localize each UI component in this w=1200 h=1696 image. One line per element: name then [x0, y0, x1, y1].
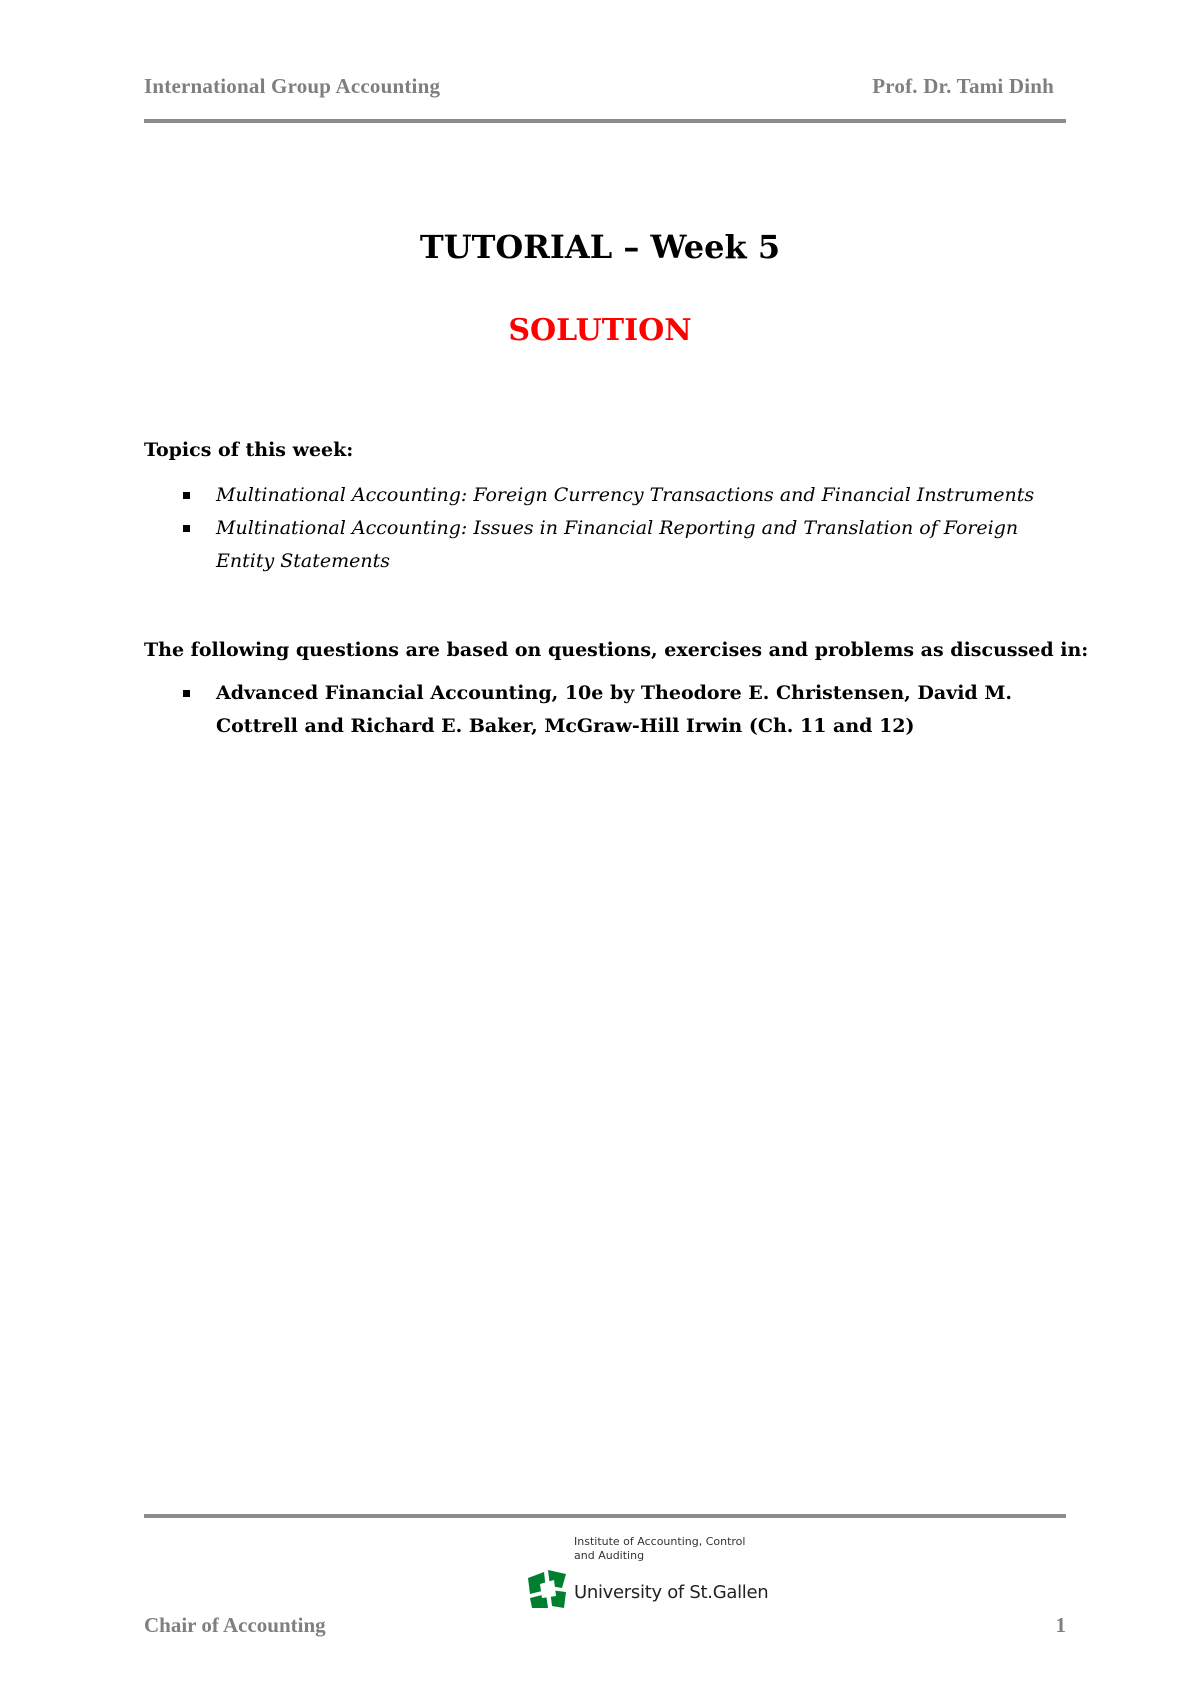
reference-item-text: Advanced Financial Accounting, 10e by Theodore E. Christensen, David M. Cottrell and Richard E. Baker, McGraw-Hill Irwin (Ch. 11 and 12) — [216, 682, 1012, 737]
bullet-square-icon — [183, 492, 190, 499]
footer-chair: Chair of Accounting — [144, 1613, 326, 1637]
footer-rule — [144, 1514, 1066, 1518]
document-subtitle: SOLUTION — [508, 313, 692, 348]
topic-item-text: Multinational Accounting: Issues in Financial Reporting and Translation of Foreign Entity Statements — [216, 517, 1019, 572]
reference-item — [144, 677, 1069, 743]
topics-heading: Topics of this week: — [144, 439, 354, 461]
university-logo — [526, 1535, 769, 1625]
basis-text: The following questions are based on questions, exercises and problems as discussed in: — [144, 639, 1089, 661]
document-title: TUTORIAL – Week 5 — [419, 228, 781, 266]
logo-university-name: University of St.Gallen — [574, 1582, 769, 1603]
header-rule — [144, 119, 1066, 123]
topics-list — [144, 479, 1069, 578]
logo-institute-line2: and Auditing — [574, 1549, 645, 1562]
university-st-gallen-logo-icon — [526, 1568, 568, 1610]
topic-item — [144, 512, 1069, 578]
topic-item — [144, 479, 1069, 512]
logo-institute-line1: Institute of Accounting, Control — [574, 1535, 746, 1548]
logo-institute — [574, 1535, 754, 1563]
bullet-square-icon — [183, 690, 190, 697]
topic-item-text: Multinational Accounting: Foreign Currency Transactions and Financial Instruments — [216, 484, 1035, 506]
bullet-square-icon — [183, 525, 190, 532]
page-number: 1 — [1055, 1613, 1066, 1637]
header-professor: Prof. Dr. Tami Dinh — [872, 74, 1054, 98]
reference-list — [144, 677, 1069, 743]
header-course: International Group Accounting — [144, 74, 441, 98]
